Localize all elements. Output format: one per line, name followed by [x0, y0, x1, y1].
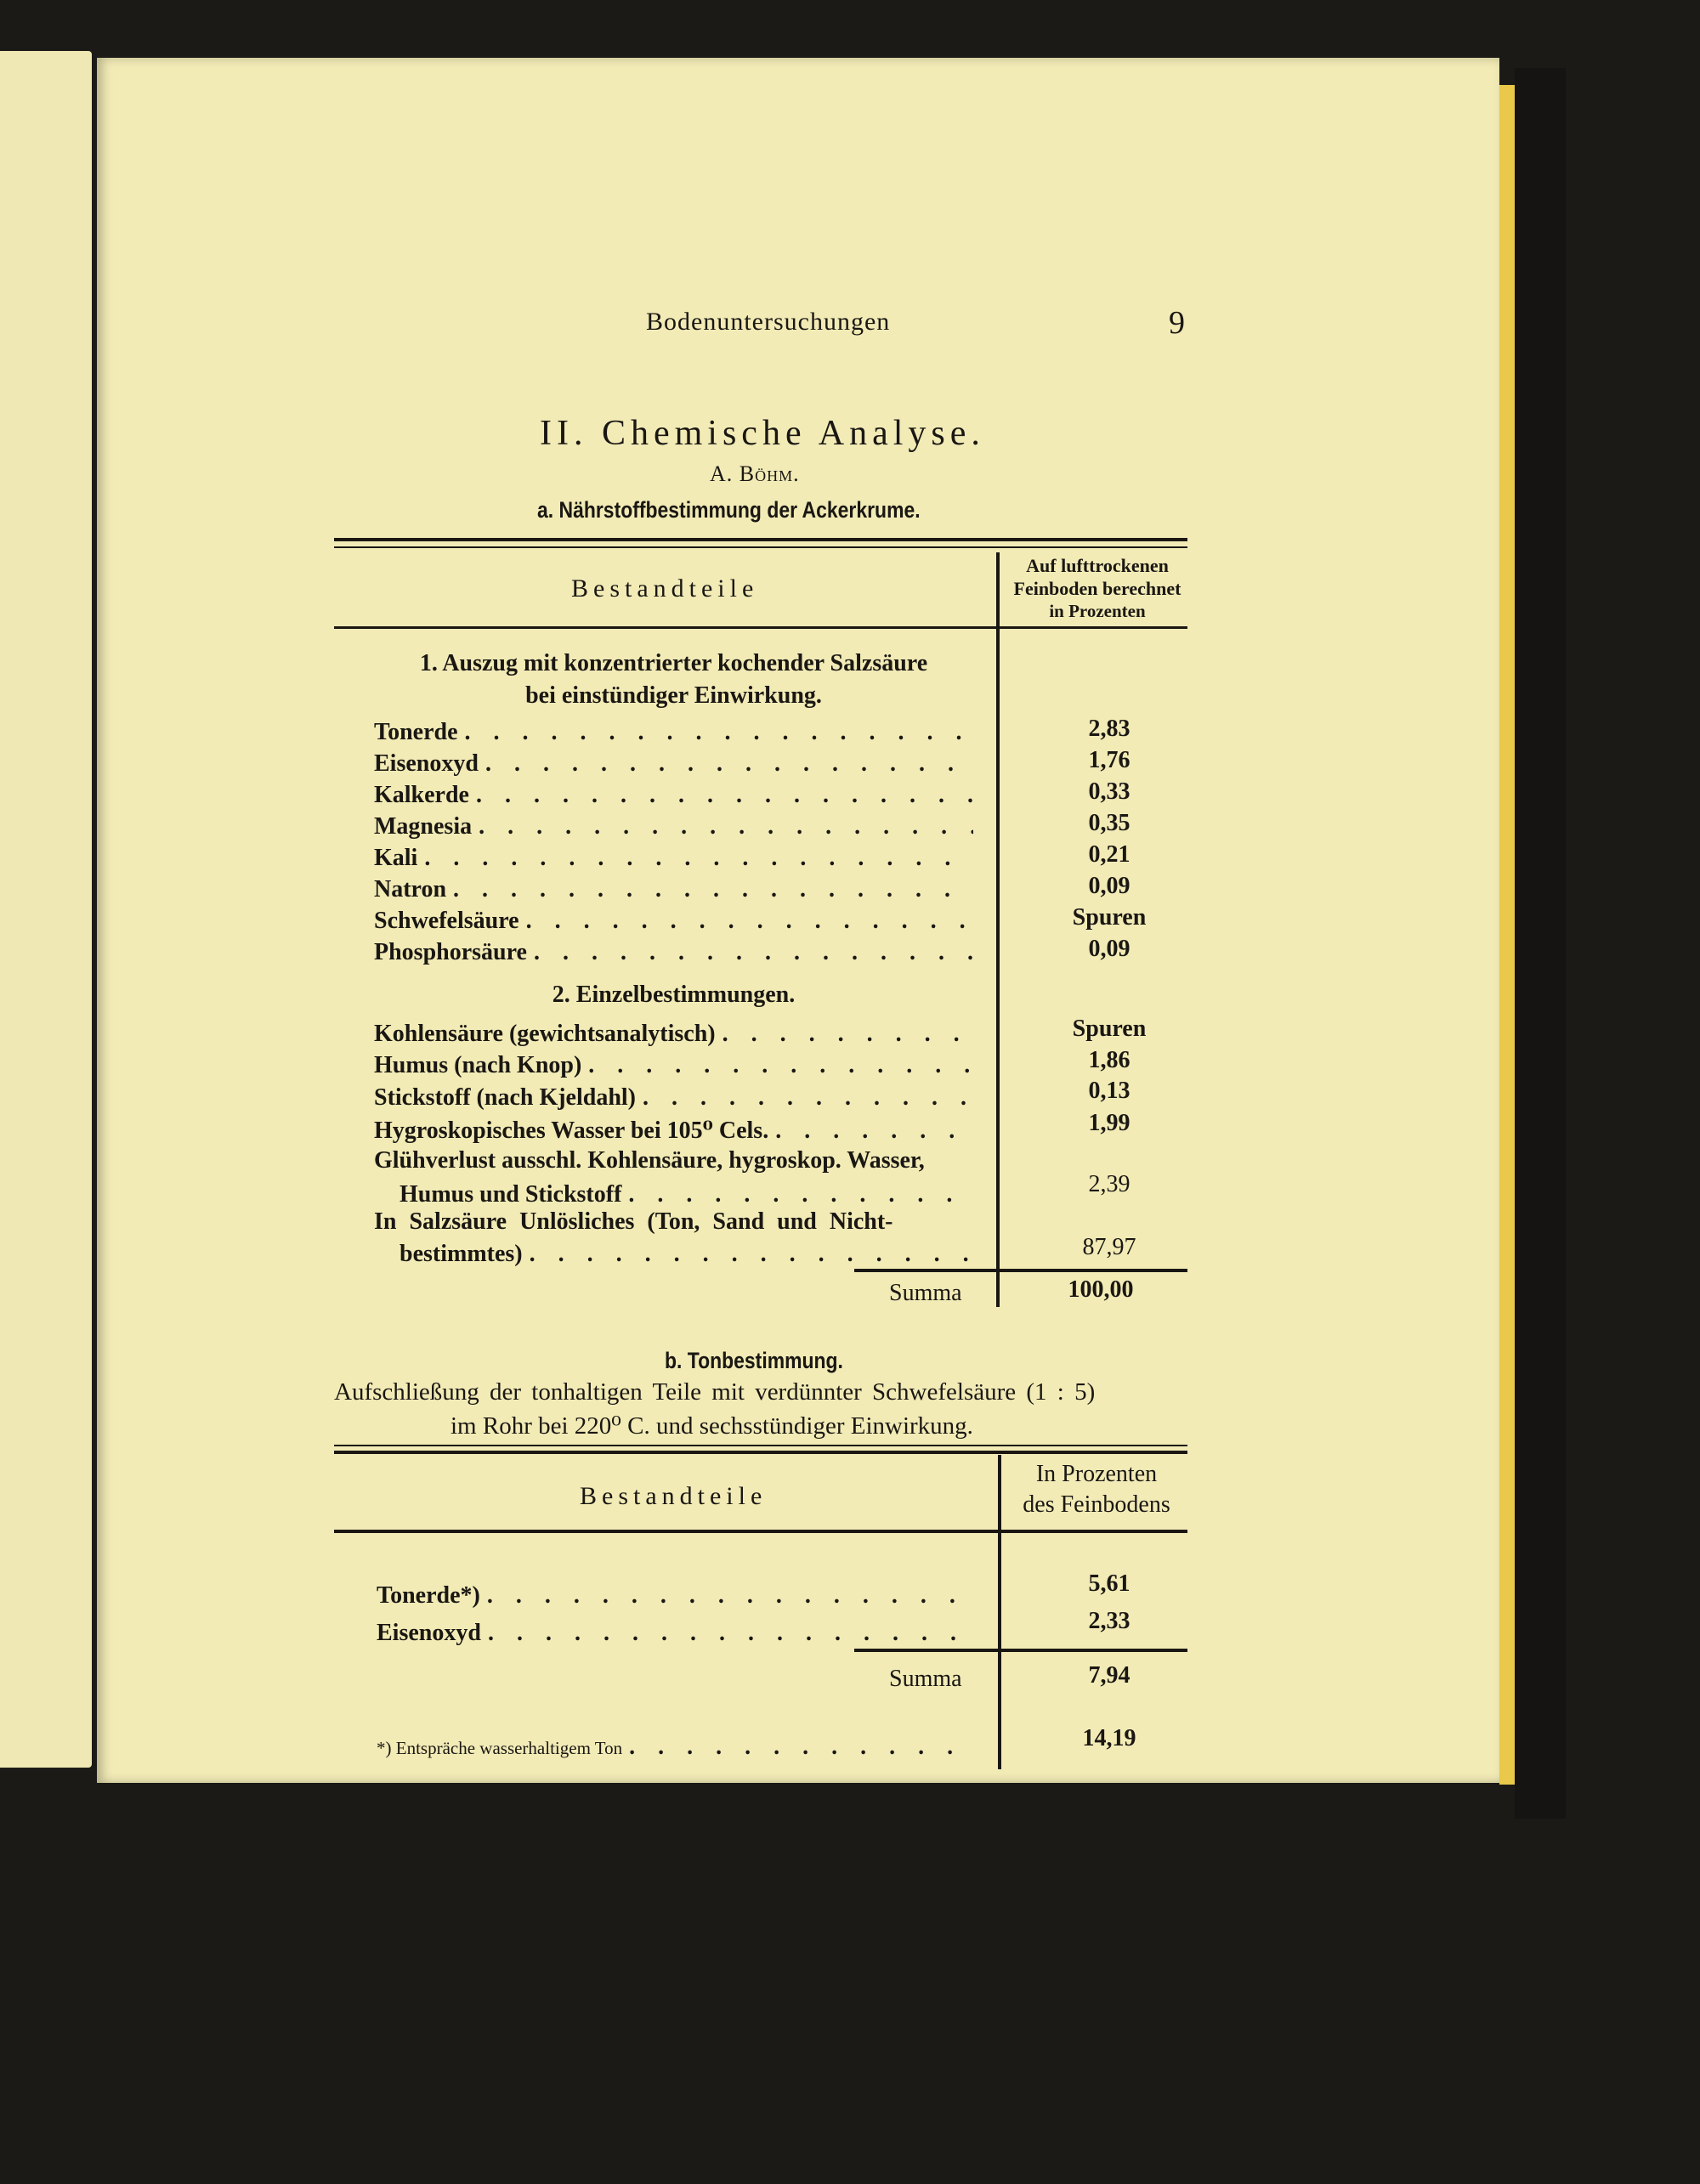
row-label: Kalkerde — [374, 782, 469, 808]
row-label: bestimmtes) — [400, 1241, 523, 1267]
table-a-column-divider — [996, 552, 1000, 1307]
row-label: Phosphorsäure — [374, 939, 527, 965]
row-label: Magnesia — [374, 813, 473, 840]
table-row — [374, 750, 973, 778]
table-a-top-rule — [334, 538, 1187, 541]
table-row — [374, 1021, 973, 1048]
table-row — [374, 1116, 973, 1145]
leader-dots — [479, 813, 973, 840]
row-label: Schwefelsäure — [374, 908, 519, 934]
table-a-summa-rule — [854, 1269, 1187, 1272]
row-label: Eisenoxyd — [377, 1620, 481, 1646]
leader-dots — [453, 876, 973, 903]
table-a-col-header-right — [1000, 554, 1195, 623]
row-label: Humus (nach Knop) — [374, 1052, 582, 1078]
row-value: 2,33 — [1088, 1608, 1130, 1634]
book-cover — [1515, 68, 1566, 1819]
table-row — [374, 908, 973, 935]
leader-dots — [628, 1181, 973, 1208]
leader-dots — [465, 719, 973, 746]
unloeslich-line1: In Salzsäure Unlösliches (Ton, Sand und Nicht- — [374, 1208, 893, 1235]
table-b-top-rule-thin — [334, 1445, 1187, 1446]
table-b-col-header-left: Bestandteile — [580, 1482, 768, 1510]
table-b-top-rule — [334, 1451, 1187, 1454]
leader-dots — [534, 939, 973, 966]
row-value: 0,33 — [1088, 778, 1130, 805]
table-row — [374, 813, 973, 840]
table-row — [374, 939, 973, 966]
row-value: 0,21 — [1088, 841, 1130, 868]
row-value: 0,09 — [1088, 873, 1130, 899]
row-label: Tonerde*) — [377, 1582, 480, 1609]
col-header-line: des Feinbodens — [1023, 1491, 1170, 1518]
row-label: Humus und Stickstoff — [400, 1181, 622, 1208]
left-page-edge — [0, 51, 92, 1768]
table-b-col-header-right — [1003, 1459, 1190, 1520]
table-b-summa-rule — [854, 1649, 1187, 1652]
leader-dots — [588, 1052, 973, 1079]
row-label: Stickstoff (nach Kjeldahl) — [374, 1084, 636, 1111]
author: A. Böhm. — [710, 461, 800, 486]
row-label: Natron — [374, 876, 447, 902]
col-header-line: Auf lufttrockenen — [1026, 555, 1169, 576]
col-header-line: in Prozenten — [1049, 601, 1146, 621]
running-head: Bodenuntersuchungen — [646, 308, 891, 336]
table-a-top-rule-thin — [334, 546, 1187, 548]
row-value: Spuren — [1072, 1016, 1147, 1042]
table-row — [374, 719, 973, 746]
section-title: II. Chemische Analyse. — [540, 414, 985, 453]
table-row — [400, 1181, 973, 1208]
table-a-heading: a. Nährstoffbestimmung der Ackerkrume. — [537, 497, 921, 523]
row-value: 0,13 — [1088, 1078, 1130, 1104]
row-value: 5,61 — [1088, 1570, 1130, 1597]
leader-dots — [476, 782, 973, 809]
page-number: 9 — [1169, 305, 1185, 341]
col-header-line: Feinboden berechnet — [1013, 578, 1182, 599]
group2-title: 2. Einzelbestimmungen. — [552, 982, 796, 1008]
table-row — [374, 876, 973, 903]
row-value: 0,35 — [1088, 810, 1130, 836]
table-b-intro-line2: im Rohr bei 220⁰ C. und sechsstündiger Einwirkung. — [450, 1412, 973, 1440]
table-a-header-rule — [334, 626, 1187, 629]
leader-dots — [775, 1117, 973, 1145]
group1-title — [374, 648, 973, 712]
row-value: 2,39 — [1088, 1171, 1130, 1197]
gluehverlust-line1: Glühverlust ausschl. Kohlensäure, hygroskop. Wasser, — [374, 1147, 925, 1174]
row-label: Eisenoxyd — [374, 750, 479, 777]
col-header-line: In Prozenten — [1035, 1461, 1158, 1487]
row-value: 1,99 — [1088, 1110, 1130, 1136]
table-b-header-rule — [334, 1530, 1187, 1533]
leader-dots — [629, 1734, 973, 1761]
footnote-value: 14,19 — [1082, 1725, 1136, 1751]
row-label: Kali — [374, 845, 418, 871]
leader-dots — [488, 1620, 973, 1647]
leader-dots — [530, 1241, 973, 1268]
row-value: 1,86 — [1088, 1047, 1130, 1073]
table-row — [377, 1620, 973, 1647]
leader-dots — [487, 1582, 973, 1610]
row-label: Hygroskopisches Wasser bei 105⁰ Cels. — [374, 1117, 769, 1144]
table-b-intro-line1: Aufschließung der tonhaltigen Teile mit verdünnter Schwefelsäure (1 : 5) — [334, 1378, 1096, 1406]
row-label: Kohlensäure (gewichtsanalytisch) — [374, 1021, 716, 1047]
table-b-column-divider — [998, 1455, 1001, 1769]
leader-dots — [722, 1021, 973, 1048]
table-row — [374, 782, 973, 809]
table-a-col-header-left: Bestandteile — [571, 574, 759, 603]
row-value: 87,97 — [1082, 1234, 1136, 1260]
row-value: 1,76 — [1088, 747, 1130, 773]
leader-dots — [526, 908, 973, 935]
group1-title-line: 1. Auszug mit konzentrierter kochender Salzsäure — [419, 650, 928, 676]
table-a-summa-value: 100,00 — [1068, 1276, 1134, 1303]
table-row — [377, 1582, 973, 1610]
page-gilt-edge — [1499, 85, 1515, 1785]
footnote-row — [377, 1734, 973, 1761]
leader-dots — [643, 1084, 973, 1112]
table-row — [374, 1084, 973, 1112]
footnote-label: *) Entspräche wasserhaltigem Ton — [377, 1738, 623, 1758]
group1-title-line: bei einstündiger Einwirkung. — [525, 682, 822, 709]
table-row — [374, 1052, 973, 1079]
table-b-summa-value: 7,94 — [1088, 1662, 1130, 1689]
row-value: Spuren — [1072, 904, 1147, 931]
table-row — [374, 845, 973, 872]
leader-dots — [424, 845, 973, 872]
table-b-summa-label: Summa — [889, 1666, 962, 1692]
row-value: 2,83 — [1088, 716, 1130, 742]
table-b-heading: b. Tonbestimmung. — [665, 1348, 843, 1373]
leader-dots — [485, 750, 973, 778]
table-a-summa-label: Summa — [889, 1280, 962, 1306]
table-row — [400, 1241, 973, 1268]
row-value: 0,09 — [1088, 936, 1130, 962]
row-label: Tonerde — [374, 719, 458, 745]
